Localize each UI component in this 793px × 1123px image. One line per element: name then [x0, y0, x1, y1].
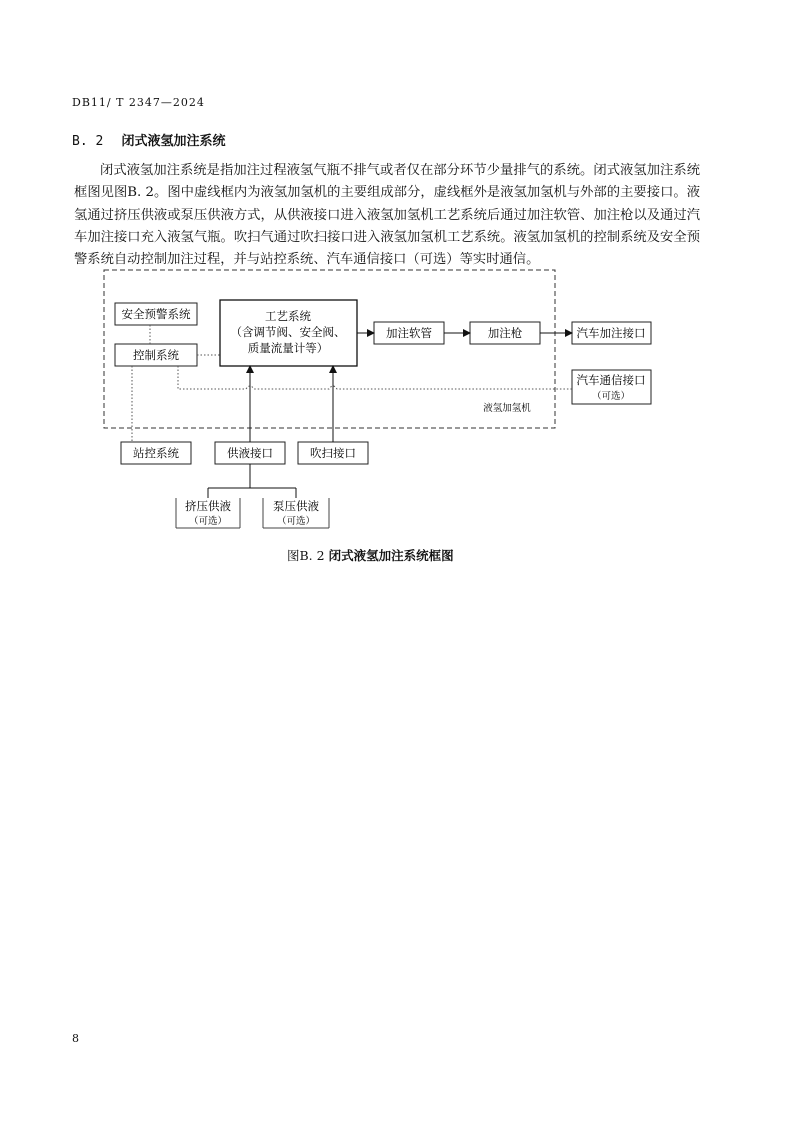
- safety-warning-label: 安全预警系统: [121, 307, 191, 321]
- section-paragraph: 闭式液氢加注系统是指加注过程液氢气瓶不排气或者仅在部分环节少量排气的系统。闭式液氢加注系统框图见图B. 2。图中虚线框内为液氢加氢机的主要组成部分，虚线框外是液氢加氢机与外部的主要接口。液氢通过挤压供液或泵压供液方式，从供液接口进入液氢加氢机工艺系统后通过加注软管、加注枪以及通过汽车加注接口充入液氢气瓶。吹扫气通过吹扫接口进入液氢加氢机工艺系统。液氢加氢机的控制系统及安全预警系统自动控制加注过程，并与站控系统、汽车通信接口（可选）等实时通信。: [74, 163, 700, 268]
- page-number: 8: [72, 1032, 79, 1045]
- figure-number: 图B. 2: [287, 548, 325, 563]
- section-title: 闭式液氢加注系统: [121, 134, 226, 149]
- vehicle-comm-label: 汽车通信接口: [576, 373, 646, 387]
- nozzle-label: 加注枪: [487, 326, 523, 340]
- hose-label: 加注软管: [386, 326, 432, 340]
- purge-port-label: 吹扫接口: [310, 446, 356, 460]
- squeeze-supply-label: 挤压供液: [185, 499, 231, 513]
- figure-title: 闭式液氢加注系统框图: [328, 548, 454, 563]
- vehicle-fill-label: 汽车加注接口: [576, 326, 646, 340]
- supply-source-lines: [208, 464, 296, 498]
- document-code: DB11/ T 2347—2024: [72, 96, 205, 109]
- process-system-detail-1: （含调节阀、安全阀、: [230, 325, 346, 339]
- supply-port-label: 供液接口: [227, 446, 273, 460]
- station-control-label: 站控系统: [133, 446, 179, 460]
- pump-supply-label: 泵压供液: [273, 499, 319, 513]
- section-number: B. 2: [72, 134, 104, 149]
- dispenser-label: 液氢加氢机: [483, 403, 531, 414]
- squeeze-supply-optional: （可选）: [188, 516, 228, 527]
- process-system-label: 工艺系统: [265, 309, 311, 323]
- vehicle-comm-optional: （可选）: [591, 391, 631, 402]
- process-system-detail-2: 质量流量计等）: [247, 341, 329, 355]
- control-system-label: 控制系统: [133, 348, 179, 362]
- figure-caption: [287, 546, 454, 564]
- pump-supply-optional: （可选）: [276, 516, 316, 527]
